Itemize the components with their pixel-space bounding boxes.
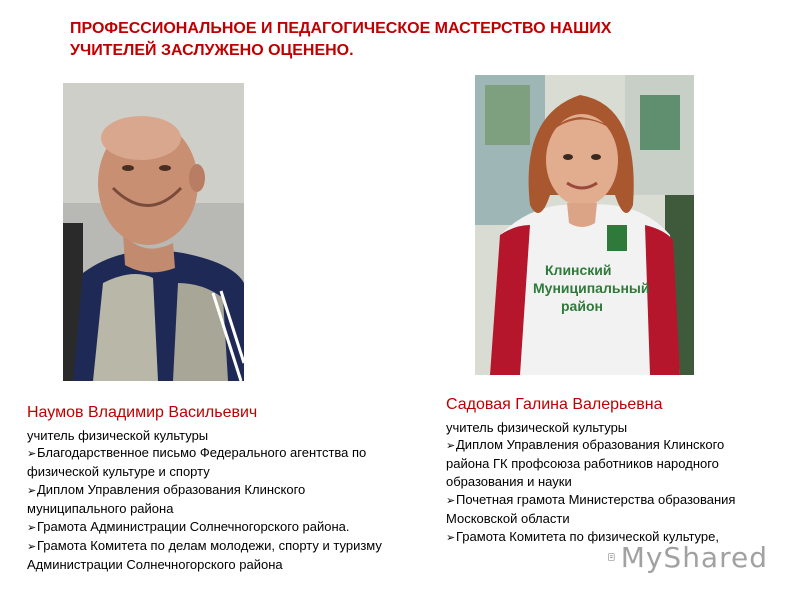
person-sadovaya-info [446,395,766,547]
award-item [446,491,766,528]
shirt-text-line-2: Муниципальный [533,280,650,296]
award-item [27,537,407,574]
arrow-bullet-icon: ➢ [446,440,456,452]
shirt-text-line-3: район [561,298,603,314]
page-title [70,18,710,62]
title-line-2: УЧИТЕЛЕЙ ЗАСЛУЖЕНО ОЦЕНЕНО. [70,42,354,59]
person-role: учитель физической культуры [27,428,209,443]
award-item [27,481,407,518]
arrow-bullet-icon: ➢ [27,485,37,497]
shirt-text-line-1: Клинский [545,262,612,278]
award-text: Грамота Комитета по делам молодежи, спорту и туризму Администрации Солнечногорского района [27,538,382,572]
award-item [446,436,766,491]
award-text: Диплом Управления образования Клинского муниципального района [27,482,306,516]
award-text: Почетная грамота Министерства образования Московской области [446,492,736,526]
watermark-text: MyShared [620,540,768,574]
award-item [27,444,407,481]
photo-naumov-image [63,83,244,381]
shirt-emblem-icon [607,225,627,251]
award-text: Благодарственное письмо Федерального агентства по физической культуре и спорту [27,445,367,479]
photo-sadovaya-image [475,75,694,375]
award-text: Грамота Комитета по физической культуре, [456,529,719,544]
person-name: Садовая Галина Валерьевна [446,396,663,413]
photo-naumov [63,83,244,381]
person-name: Наумов Владимир Васильевич [27,404,258,421]
arrow-bullet-icon: ➢ [27,522,37,534]
arrow-bullet-icon: ➢ [446,495,456,507]
myshared-watermark [608,540,768,574]
award-text: Диплом Управления образования Клинского района ГК профсоюза работников народного образования и науки [446,437,725,489]
arrow-bullet-icon: ➢ [446,532,456,544]
person-naumov-info [27,403,407,574]
award-text: Грамота Администрации Солнечногорского района. [37,519,350,534]
person-role: учитель физической культуры [446,420,628,435]
arrow-bullet-icon: ➢ [27,541,37,553]
title-line-1: ПРОФЕССИОНАЛЬНОЕ И ПЕДАГОГИЧЕСКОЕ МАСТЕРСТВО НАШИХ [70,20,612,37]
award-item [27,518,407,537]
myshared-logo-icon [608,542,615,572]
arrow-bullet-icon: ➢ [27,448,37,460]
photo-sadovaya [475,75,694,375]
